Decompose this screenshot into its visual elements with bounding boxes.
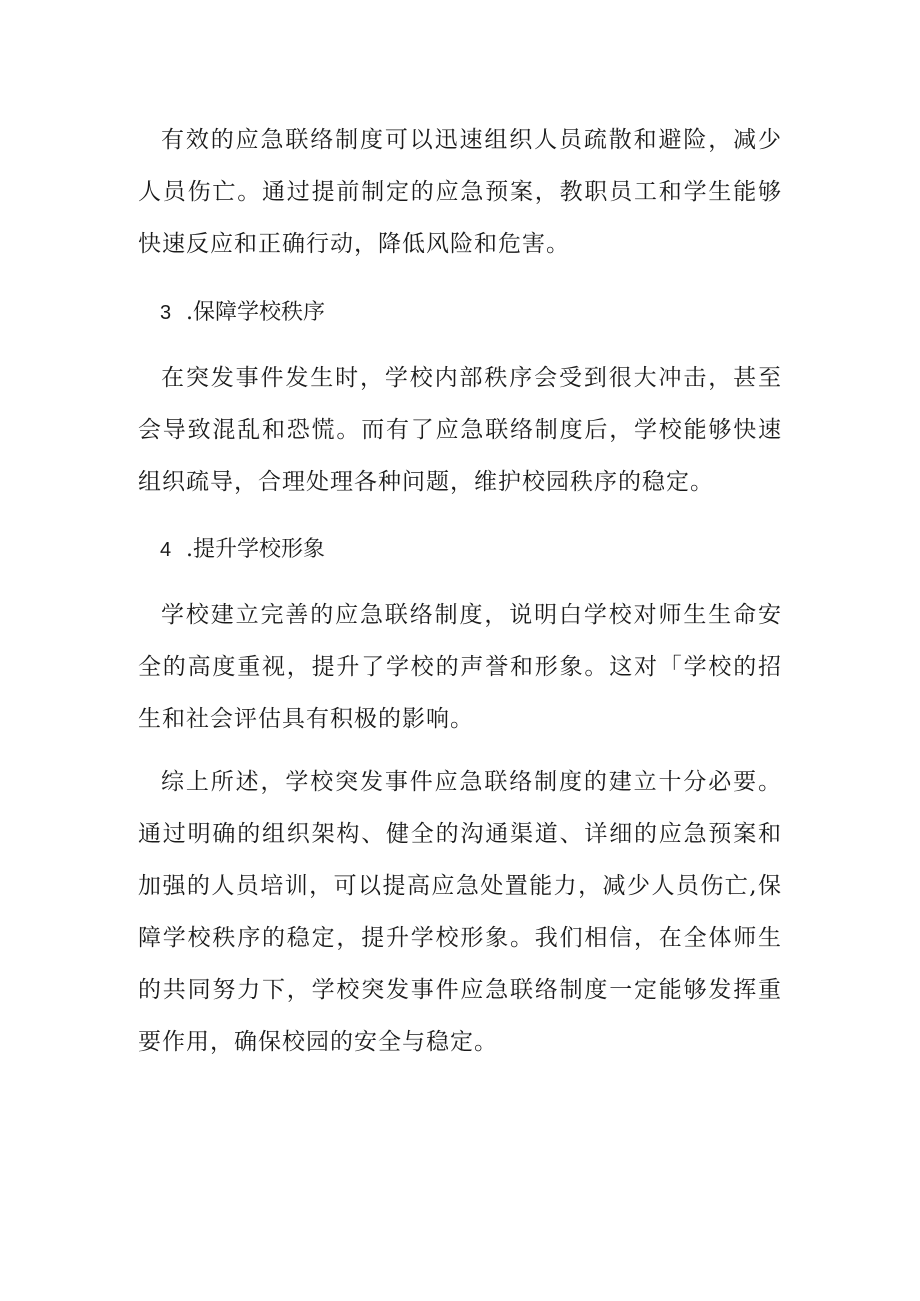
section-title: .保障学校秩序: [186, 300, 325, 325]
section-number: 3: [160, 302, 172, 324]
paragraph-emergency-evacuation: 有效的应急联络制度可以迅速组织人员疏散和避险，减少人员伤亡。通过提前制定的应急预案，教职员工和学生能够快速反应和正确行动，降低风险和危害。: [138, 127, 782, 257]
section-heading-3: [160, 287, 325, 339]
paragraph-school-image: 学校建立完善的应急联络制度，说明白学校对师生生命安全的高度重视，提升了学校的声誉和形象。这对「学校的招生和社会评估具有积极的影响。: [138, 602, 782, 732]
paragraph-school-order: 在突发事件发生时，学校内部秩序会受到很大冲击，甚至会导致混乱和恐慌。而有了应急联络制度后，学校能够快速组织疏导，合理处理各种问题，维护校园秩序的稳定。: [138, 365, 782, 495]
section-number: 4: [160, 539, 172, 561]
section-title: .提升学校形象: [186, 537, 325, 562]
paragraph-conclusion: 综上所述，学校突发事件应急联络制度的建立十分必要。通过明确的组织架构、健全的沟通渠道、详细的应急预案和加强的人员培训，可以提高应急处置能力，减少人员伤亡,保障学校秩序的稳定，提升学校形象。我们相信，在全体师生的共同努力下，学校突发事件应急联络制度一定能够发挥重要作用，确保校园的安全与稳定。: [138, 769, 782, 1055]
section-heading-4: [160, 524, 325, 576]
